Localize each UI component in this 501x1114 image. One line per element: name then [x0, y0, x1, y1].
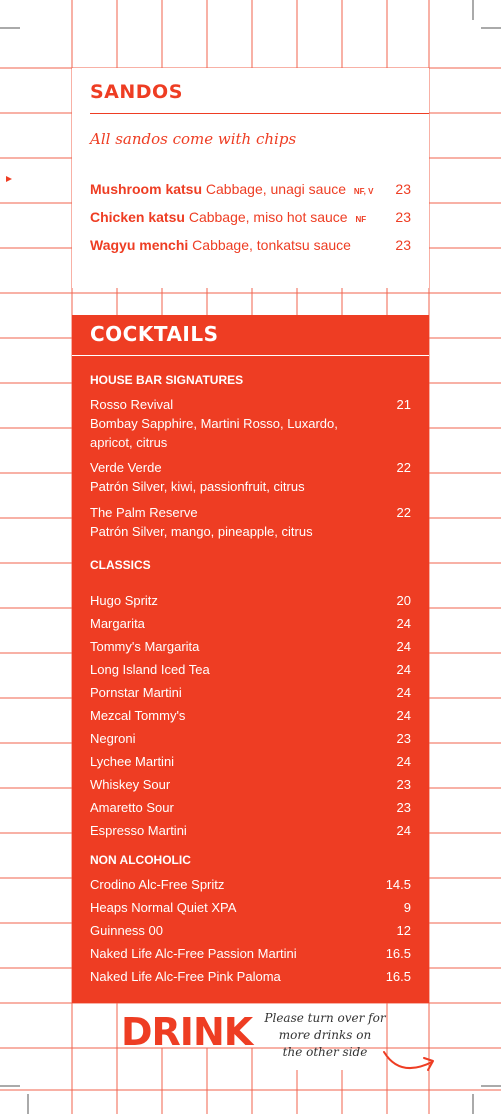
- classic-item: [90, 823, 411, 841]
- classic-item: [90, 800, 411, 818]
- sando-name: Mushroom katsu: [90, 181, 203, 197]
- sando-tags: NF, V: [353, 187, 374, 196]
- classic-price: 23: [396, 800, 411, 815]
- classic-item: [90, 593, 411, 611]
- classic-item: [90, 639, 411, 657]
- classic-price: 23: [396, 777, 411, 792]
- sando-desc: Cabbage, miso hot sauce: [188, 209, 348, 225]
- non-alcoholic-price: 9: [403, 900, 411, 915]
- signature-price: 21: [396, 397, 411, 412]
- non-alcoholic-name: Heaps Normal Quiet XPA: [90, 900, 237, 915]
- classic-price: 23: [396, 731, 411, 746]
- classic-price: 24: [396, 639, 411, 654]
- classic-name: Hugo Spritz: [90, 593, 158, 608]
- cocktails-title: COCKTAILS: [90, 322, 219, 346]
- non-alcoholic-item: [90, 900, 411, 918]
- classic-item: [90, 777, 411, 795]
- non-alcoholic-price: 12: [396, 923, 411, 938]
- signature-name: Verde Verde: [90, 460, 162, 475]
- classic-name: Tommy's Margarita: [90, 639, 200, 654]
- sandos-title: SANDOS: [90, 81, 183, 103]
- sando-desc: Cabbage, unagi sauce: [205, 181, 347, 197]
- signature-price: 22: [396, 460, 411, 475]
- sando-item: [90, 181, 411, 199]
- classic-name: Long Island Iced Tea: [90, 662, 210, 677]
- sando-price: 23: [395, 209, 411, 225]
- sando-price: 23: [395, 237, 411, 253]
- classic-name: Lychee Martini: [90, 754, 175, 769]
- curved-arrow-icon: [380, 1048, 440, 1078]
- non-alcoholic-item: [90, 946, 411, 964]
- non-alcoholic-heading: NON ALCOHOLIC: [90, 853, 191, 867]
- classic-item: [90, 616, 411, 634]
- classic-item: [90, 708, 411, 726]
- sandos-divider: [90, 113, 429, 114]
- classic-price: 24: [396, 708, 411, 723]
- classics-heading: CLASSICS: [90, 558, 151, 572]
- sandos-section: [72, 68, 429, 288]
- classic-price: 20: [396, 593, 411, 608]
- sando-price: 23: [395, 181, 411, 197]
- classic-name: Mezcal Tommy's: [90, 708, 186, 723]
- turn-over-note: [255, 1010, 395, 1061]
- turn-over-note-line: more drinks on: [278, 1028, 372, 1042]
- signature-item: [90, 395, 411, 452]
- non-alcoholic-price: 14.5: [385, 877, 411, 892]
- classic-item: [90, 754, 411, 772]
- sando-item: [90, 237, 411, 255]
- signature-desc: Patrón Silver, mango, pineapple, citrus: [90, 524, 313, 539]
- classic-name: Espresso Martini: [90, 823, 187, 838]
- sando-item: [90, 209, 411, 227]
- cocktails-section: [72, 315, 429, 1003]
- non-alcoholic-name: Naked Life Alc-Free Pink Paloma: [90, 969, 281, 984]
- non-alcoholic-item: [90, 923, 411, 941]
- classic-name: Pornstar Martini: [90, 685, 182, 700]
- signature-price: 22: [396, 505, 411, 520]
- signature-name: The Palm Reserve: [90, 505, 198, 520]
- classic-item: [90, 731, 411, 749]
- drink-logo: DRINK: [121, 1010, 253, 1054]
- signatures-heading: HOUSE BAR SIGNATURES: [90, 373, 244, 387]
- classic-price: 24: [396, 754, 411, 769]
- signature-name: Rosso Revival: [90, 397, 174, 412]
- classic-name: Margarita: [90, 616, 145, 631]
- classic-name: Whiskey Sour: [90, 777, 171, 792]
- classic-price: 24: [396, 685, 411, 700]
- classic-item: [90, 662, 411, 680]
- classic-price: 24: [396, 823, 411, 838]
- classic-item: [90, 685, 411, 703]
- signature-item: [90, 503, 411, 541]
- turn-over-note-line: the other side: [282, 1045, 368, 1059]
- non-alcoholic-name: Naked Life Alc-Free Passion Martini: [90, 946, 297, 961]
- non-alcoholic-price: 16.5: [385, 969, 411, 984]
- classic-name: Amaretto Sour: [90, 800, 174, 815]
- classic-price: 24: [396, 616, 411, 631]
- signature-item: [90, 458, 411, 496]
- non-alcoholic-name: Guinness 00: [90, 923, 163, 938]
- non-alcoholic-price: 16.5: [385, 946, 411, 961]
- signature-desc: Patrón Silver, kiwi, passionfruit, citrus: [90, 479, 305, 494]
- sando-name: Chicken katsu: [90, 209, 185, 225]
- non-alcoholic-name: Crodino Alc-Free Spritz: [90, 877, 225, 892]
- cocktails-divider: [72, 355, 429, 356]
- sando-name: Wagyu menchi: [90, 237, 189, 253]
- non-alcoholic-item: [90, 877, 411, 895]
- sando-tags: NF: [355, 215, 367, 224]
- classic-name: Negroni: [90, 731, 136, 746]
- signature-desc: Bombay Sapphire, Martini Rosso, Luxardo, apricot, citrus: [90, 416, 338, 450]
- non-alcoholic-item: [90, 969, 411, 987]
- sandos-note: All sandos come with chips: [90, 130, 297, 148]
- sando-desc: Cabbage, tonkatsu sauce: [192, 237, 351, 253]
- turn-over-note-line: Please turn over for: [264, 1011, 386, 1025]
- classic-price: 24: [396, 662, 411, 677]
